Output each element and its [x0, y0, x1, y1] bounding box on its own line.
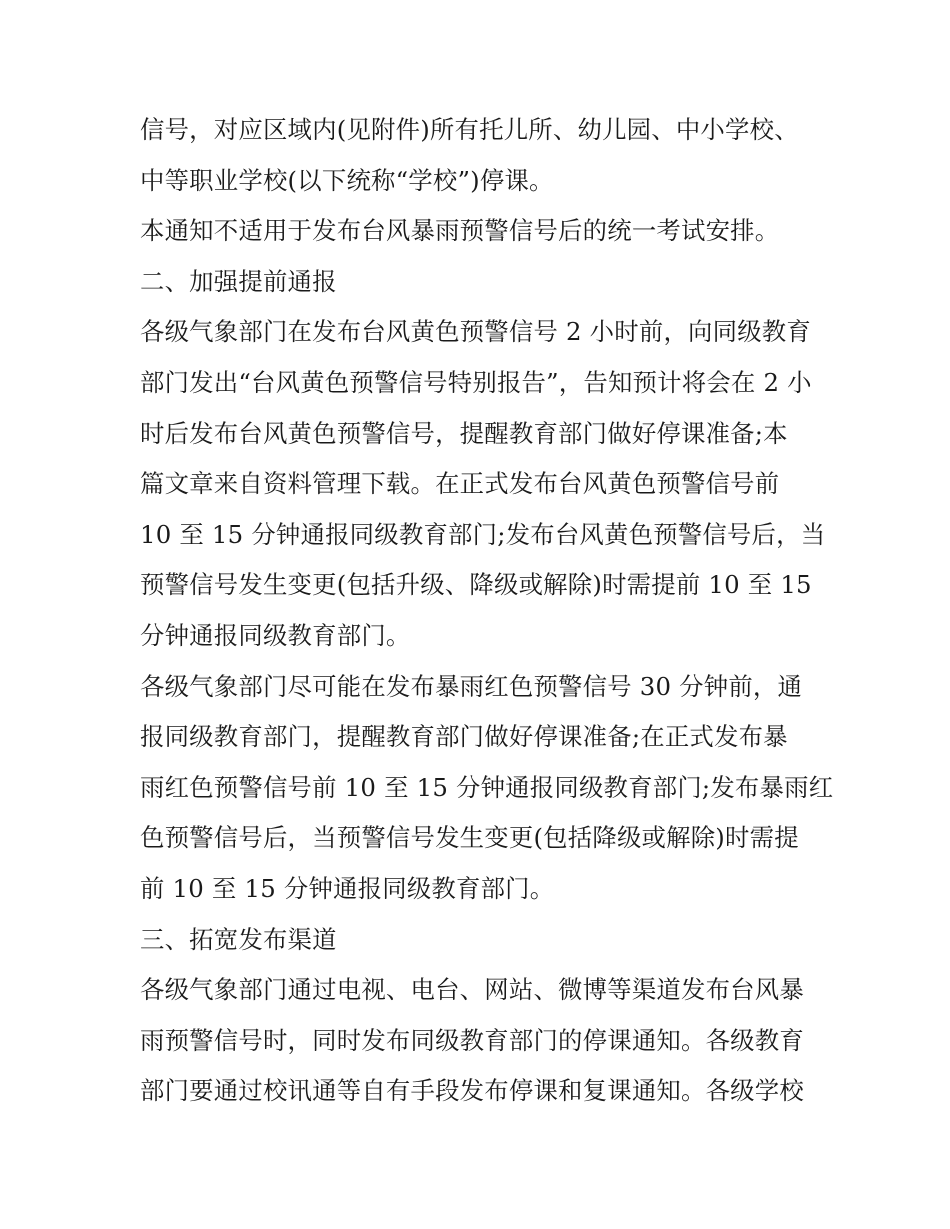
paragraph-line: 雨红色预警信号前 10 至 15 分钟通报同级教育部门;发布暴雨红 [140, 772, 834, 802]
paragraph-line: 色预警信号后，当预警信号发生变更(包括降级或解除)时需提 [140, 823, 799, 853]
paragraph-line: 篇文章来自资料管理下载。在正式发布台风黄色预警信号前 [140, 469, 780, 499]
paragraph-line: 各级气象部门尽可能在发布暴雨红色预警信号 30 分钟前，通 [140, 671, 803, 701]
paragraph-line: 10 至 15 分钟通报同级教育部门;发布台风黄色预警信号后，当 [140, 519, 826, 549]
document-body [140, 105, 834, 1117]
paragraph-line: 前 10 至 15 分钟通报同级教育部门。 [140, 873, 555, 903]
section-heading: 二、加强提前通报 [140, 266, 337, 296]
paragraph-line: 信号，对应区域内(见附件)所有托儿所、幼儿园、中小学校、 [140, 115, 799, 144]
paragraph-line: 部门要通过校讯通等自有手段发布停课和复课通知。各级学校 [140, 1076, 804, 1106]
paragraph-line: 雨预警信号时，同时发布同级教育部门的停课通知。各级教育 [140, 1025, 804, 1055]
paragraph-line: 分钟通报同级教育部门。 [140, 620, 411, 650]
paragraph-line: 各级气象部门在发布台风黄色预警信号 2 小时前，向同级教育 [140, 317, 811, 347]
paragraph-line: 时后发布台风黄色预警信号，提醒教育部门做好停课准备;本 [140, 418, 788, 448]
paragraph-line: 预警信号发生变更(包括升级、降级或解除)时需提前 10 至 15 [140, 570, 812, 600]
section-heading: 三、拓宽发布渠道 [140, 924, 337, 954]
paragraph-line: 部门发出“台风黄色预警信号特别报告”，告知预计将会在 2 小 [140, 367, 812, 397]
paragraph-line: 本通知不适用于发布台风暴雨预警信号后的统一考试安排。 [140, 216, 780, 246]
paragraph-line: 中等职业学校(以下统称“学校”)停课。 [140, 165, 554, 195]
paragraph-line: 各级气象部门通过电视、电台、网站、微博等渠道发布台风暴 [140, 975, 804, 1005]
paragraph-line: 报同级教育部门，提醒教育部门做好停课准备;在正式发布暴 [140, 722, 788, 752]
